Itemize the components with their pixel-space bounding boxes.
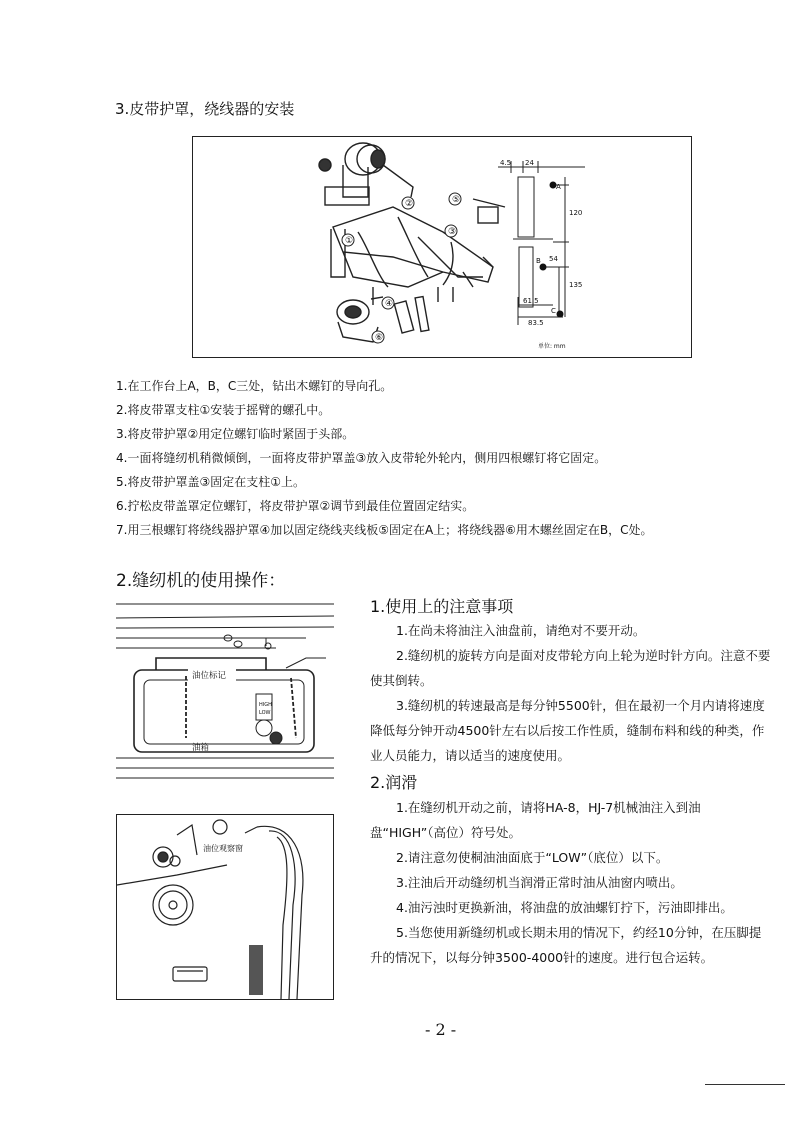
- belt-guard-diagram: [192, 136, 692, 358]
- low-label: LOW: [259, 710, 271, 716]
- step-1: 1.在工作台上A，B，C三处，钻出木螺钉的导向孔。: [116, 379, 393, 393]
- sub2-p2: 2.请注意勿使桐油油面底于“LOW”（底位）以下。: [396, 850, 669, 865]
- oil-tank-label: 油箱: [192, 743, 210, 753]
- callout-6: ⑥: [375, 333, 384, 343]
- point-b: B: [536, 257, 541, 265]
- dim-61-5: 61.5: [523, 297, 539, 305]
- callout-3: ③: [448, 227, 457, 237]
- sub2-p1: 1.在缝纫机开动之前，请将HA-8，HJ-7机械油注入到油盘“HIGH”（高位）符号处。: [370, 800, 701, 840]
- oil-tank-figure: [116, 598, 334, 784]
- belt-guard-drawing: [193, 137, 691, 357]
- sub1-p3: 3.缝纫机的转速最高是每分钟5500针，但在最初一个月内请将速度降低每分钟开动4500针左右以后按工作性质，缝制布料和线的种类，作业人员能力，请以适当的速度使用。: [370, 698, 765, 763]
- sub1-p1: 1.在尚未将油注入油盘前，请绝对不要开动。: [396, 623, 646, 638]
- dim-54: 54: [549, 255, 558, 263]
- sub2-p3: 3.注油后开动缝纫机当润滑正常时油从油窗内喷出。: [396, 875, 683, 890]
- footer-rule: [705, 1084, 785, 1085]
- callout-2: ②: [405, 199, 414, 209]
- sub1-title: 1.使用上的注意事项: [370, 597, 514, 616]
- dim-120: 120: [569, 209, 583, 217]
- step-5: 5.将皮带护罩盖③固定在支柱①上。: [116, 475, 305, 489]
- callout-5: ⑤: [452, 195, 461, 205]
- callout-4: ④: [385, 299, 394, 309]
- point-a: A: [556, 183, 561, 191]
- step-2: 2.将皮带罩支柱①安装于摇臂的螺孔中。: [116, 403, 331, 417]
- callout-1: ①: [345, 236, 354, 246]
- sub1-p2: 2.缝纫机的旋转方向是面对皮带轮方向上轮为逆时针方向。注意不要使其倒转。: [370, 648, 771, 688]
- oil-window-figure: [116, 814, 334, 1000]
- dim-4-5: 4.5: [500, 159, 512, 167]
- dim-83-5: 83.5: [528, 319, 544, 327]
- high-label: HIGH: [259, 702, 272, 708]
- point-c: C: [551, 307, 556, 315]
- step-4: 4.一面将缝纫机稍微倾倒，一面将皮带护罩盖③放入皮带轮外轮内，侧用四根螺钉将它固定。: [116, 451, 607, 465]
- section2-title: 2.缝纫机的使用操作：: [116, 571, 286, 591]
- section3-title: 3.皮带护罩，绕线器的安装: [115, 100, 295, 118]
- unit-label: 单位: mm: [538, 343, 566, 350]
- step-7: 7.用三根螺钉将绕线器护罩④加以固定绕线夹线板⑤固定在A上；将绕线器⑥用木螺丝固定在B，C处。: [116, 523, 653, 537]
- sub2-p5: 5.当您使用新缝纫机或长期未用的情况下，约经10分钟，在压脚提升的情况下，以每分钟3500-4000针的速度。进行包合运转。: [370, 925, 762, 965]
- step-3: 3.将皮带护罩②用定位螺钉临时紧固于头部。: [116, 427, 355, 441]
- step-6: 6.拧松皮带盖罩定位螺钉，将皮带护罩②调节到最佳位置固定结实。: [116, 499, 475, 513]
- oil-mark-label: 油位标记: [192, 671, 227, 681]
- dim-24: 24: [525, 159, 534, 167]
- sub2-p4: 4.油污浊时更换新油，将油盘的放油螺钉拧下，污油即排出。: [396, 900, 733, 915]
- dim-135: 135: [569, 281, 583, 289]
- oil-window-label: 油位观察窗: [203, 844, 243, 853]
- page-number: - 2 -: [425, 1020, 457, 1039]
- sub2-title: 2.润滑: [370, 773, 418, 792]
